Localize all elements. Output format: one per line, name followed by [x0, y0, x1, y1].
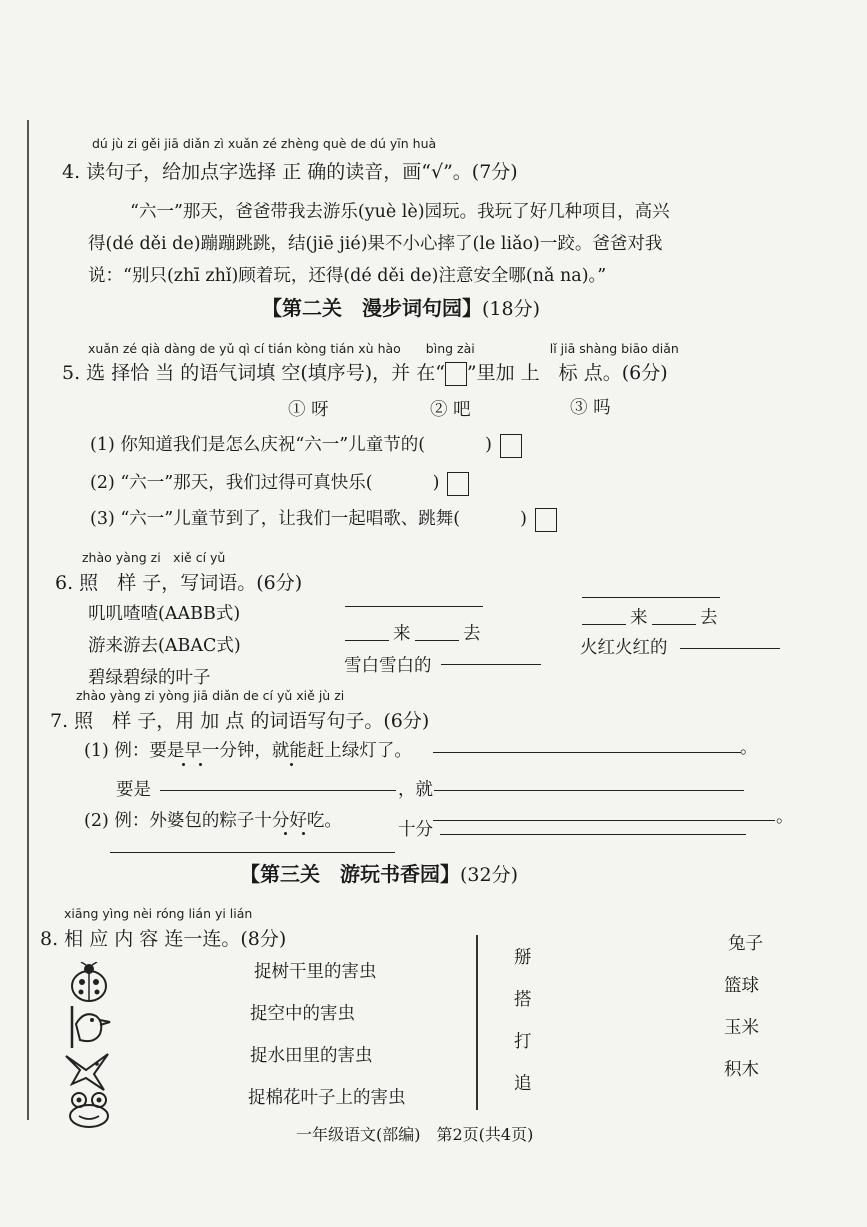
q6-huohong: 火红火红的: [580, 638, 668, 658]
q6-abac-blank-1b[interactable]: [415, 640, 459, 641]
q8-pinyin: xiāng yìng nèi róng lián yi lián: [64, 906, 253, 921]
q8-left-4: 捉棉花叶子上的害虫: [248, 1088, 406, 1108]
q6-xuebai-blank[interactable]: [441, 664, 541, 665]
margin-line: [27, 120, 29, 1120]
q5-item-1: [90, 431, 522, 458]
swallow-icon: [64, 1050, 112, 1092]
q6-example-1: 叽叽喳喳(AABB式): [88, 604, 241, 624]
q4-title: 4. 读句子，给加点字选择 正 确的读音，画“√”。(7分): [62, 161, 518, 183]
q8-title: 8. 相 应 内 容 连一连。(8分): [40, 928, 287, 950]
q6-abac-blank-1a[interactable]: [345, 640, 389, 641]
emphasis-dot: [199, 763, 202, 766]
q5-item-2-box[interactable]: [447, 472, 469, 496]
q5-item-1-box[interactable]: [500, 434, 522, 458]
q5-item-3-box[interactable]: [535, 508, 557, 532]
q8-verb-1: 掰: [514, 948, 532, 968]
q5-pinyin: xuǎn zé qià dàng de yǔ qì cí tián kòng tián xù hào bìng zài lǐ jiā shàng biāo diǎn: [88, 341, 679, 356]
page-footer: 一年级语文(部编) 第2页(共4页): [296, 1125, 534, 1144]
section2-heading: [262, 292, 540, 321]
q7-pinyin: zhào yàng zi yòng jiā diǎn de cí yǔ xiě jù zi: [76, 688, 345, 703]
q6-qu-2: 去: [700, 608, 718, 628]
q6-aabb-blank-2[interactable]: [582, 597, 720, 598]
q7-title: 7. 照 样 子，用 加 点 的词语写句子。(6分): [50, 710, 430, 732]
q8-verb-4: 追: [514, 1074, 532, 1094]
option-1: ① 呀: [288, 400, 329, 420]
q7-s1-blank-top[interactable]: [433, 752, 741, 753]
q6-qu-1: 去: [463, 624, 481, 644]
q6-pinyin: zhào yàng zi xiě cí yǔ: [82, 550, 226, 565]
q6-example-2: 游来游去(ABAC式): [88, 636, 241, 656]
woodpecker-icon: [66, 1004, 112, 1050]
q5-item-3-close: ): [520, 509, 527, 529]
emphasis-dot: [284, 832, 287, 835]
q4-line3: 说：“别只(zhī zhǐ)顾着玩，还得(dé děi de)注意安全哪(nǎ na)。”: [88, 266, 607, 286]
option-3: ③ 吗: [570, 398, 611, 418]
q5-title: [62, 358, 668, 386]
q5-item-2-text: (2) “六一”那天，我们过得可真快乐(: [90, 473, 373, 493]
q6-title: 6. 照 样 子，写词语。(6分): [55, 572, 303, 594]
q7-example-1: (1) 例：要是早一分钟，就能赶上绿灯了。: [84, 741, 412, 761]
column-divider: [476, 935, 478, 1110]
q4-line1: “六一”那天，爸爸带我去游乐(yuè lè)园玩。我玩了好几种项目，高兴: [130, 202, 670, 222]
q5-item-1-close: ): [485, 435, 492, 455]
q8-noun-3: 玉米: [724, 1018, 759, 1038]
q5-title-a: 5. 选 择恰 当 的语气词填 空(填序号)，并 在“: [62, 362, 445, 384]
q8-noun-2: 篮球: [724, 976, 759, 996]
option-2: ② 吧: [430, 400, 471, 420]
q7-jiu-blank[interactable]: [434, 790, 744, 791]
q5-item-3: [90, 505, 557, 532]
q7-yaoshi-blank[interactable]: [160, 790, 396, 791]
q7-s2-period: 。: [776, 807, 794, 827]
ladybug-icon: [66, 962, 112, 1004]
section2-title: 【第二关 漫步词句园】: [262, 296, 482, 320]
q5-item-1-text: (1) 你知道我们是怎么庆祝“六一”儿童节的(: [90, 435, 426, 455]
q8-noun-1: 兔子: [728, 934, 763, 954]
emphasis-dot: [302, 832, 305, 835]
q7-yaoshi: 要是: [116, 780, 151, 800]
q7-jiu: ，就: [398, 780, 433, 800]
q7-shifen: 十分: [398, 820, 433, 840]
q8-verb-2: 搭: [514, 990, 532, 1010]
q6-lai-2: 来: [630, 608, 648, 628]
section3-score: (32分): [460, 864, 519, 886]
q6-abac-blank-2b[interactable]: [652, 624, 696, 625]
q8-verb-3: 打: [514, 1032, 532, 1052]
q8-left-1: 捉树干里的害虫: [254, 962, 377, 982]
section3-heading: [240, 858, 518, 887]
q8-noun-4: 积木: [724, 1060, 759, 1080]
q6-abac-blank-2a[interactable]: [582, 624, 626, 625]
q7-s2-blank-left[interactable]: [110, 852, 395, 853]
q6-aabb-blank-1[interactable]: [345, 606, 483, 607]
q4-line2: 得(dé děi de)蹦蹦跳跳，结(jiē jié)果不小心摔了(le liǎo)一跤。爸爸对我: [88, 234, 663, 254]
q7-example-2: (2) 例：外婆包的粽子十分好吃。: [84, 811, 342, 831]
q6-huohong-blank[interactable]: [680, 648, 780, 649]
q5-item-3-text: (3) “六一”儿童节到了，让我们一起唱歌、跳舞(: [90, 509, 461, 529]
q5-title-box: [445, 362, 467, 386]
q6-lai-1: 来: [393, 624, 411, 644]
q7-s1-period: 。: [740, 738, 758, 758]
section3-title: 【第三关 游玩书香园】: [240, 862, 460, 886]
q5-title-b: ”里加 上 标 点。(6分): [466, 362, 668, 384]
q4-pinyin: dú jù zi gěi jiā diǎn zì xuǎn zé zhèng què de dú yīn huà: [92, 136, 437, 151]
q6-example-3: 碧绿碧绿的叶子: [88, 668, 211, 688]
q5-item-2: [90, 469, 469, 496]
frog-icon: [66, 1090, 112, 1130]
q8-left-3: 捉水田里的害虫: [250, 1046, 373, 1066]
emphasis-dot: [182, 763, 185, 766]
q7-s2-blank-top[interactable]: [433, 820, 775, 821]
q5-item-2-close: ): [432, 473, 440, 493]
section2-score: (18分): [482, 298, 541, 320]
q6-xuebai: 雪白雪白的: [344, 656, 432, 676]
q8-left-2: 捉空中的害虫: [250, 1004, 355, 1024]
emphasis-dot: [290, 763, 293, 766]
q7-s2-blank-right[interactable]: [440, 834, 746, 835]
